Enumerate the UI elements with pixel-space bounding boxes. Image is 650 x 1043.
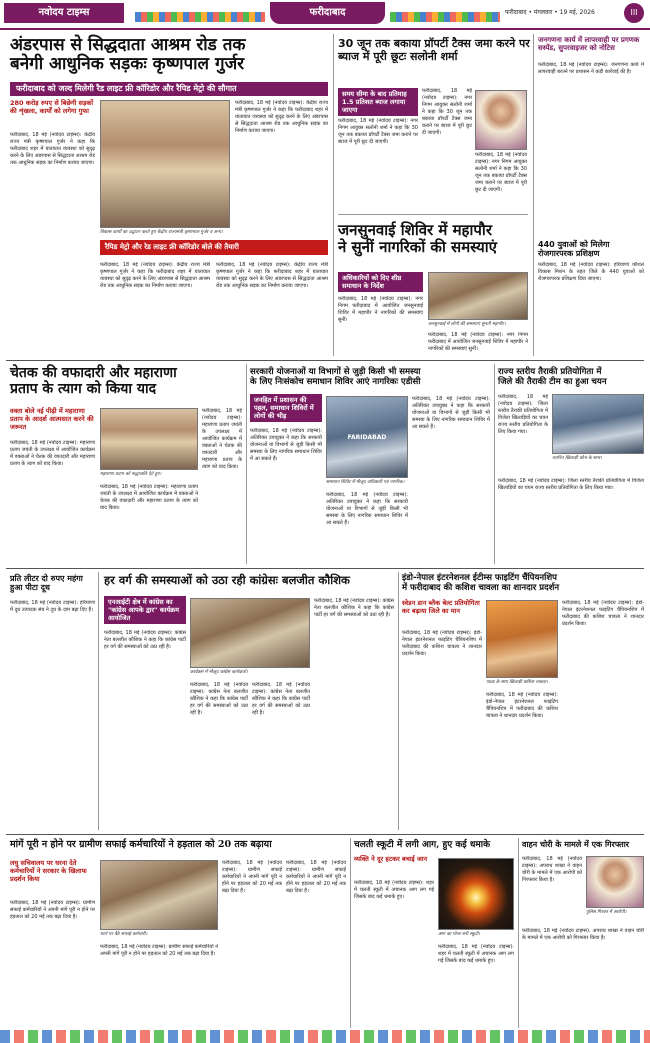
section-divider xyxy=(338,214,528,215)
samadhan-photo[interactable] xyxy=(326,396,408,478)
scooty-bullet: व्यक्ति ने दूर हटकर बचाई जान xyxy=(354,855,428,863)
chetak-headline[interactable] xyxy=(10,366,215,397)
swimming-headline-line1: राज्य स्तरीय तैराकी प्रतियोगिता में xyxy=(498,367,602,377)
congress-photo[interactable] xyxy=(190,598,310,668)
indo-nepal-photo[interactable] xyxy=(486,600,558,678)
property-tax-headline[interactable]: 30 जून तक बकाया प्रॉपर्टी टैक्स जमा करने पर ब्याज में पूरी छूटः सलोनी शर्मा xyxy=(338,37,530,63)
section-divider xyxy=(6,834,644,835)
samadhan-photo-caption: समाधान शिविर में मौजूद अधिकारी एवं नागरिक। xyxy=(326,480,405,485)
chetak-photo-caption: महाराणा प्रताप को श्रद्धांजलि देते हुए। xyxy=(100,472,162,477)
congress-headline[interactable]: हर वर्ग की समस्याओं को उठा रही कांग्रेसः बलजीत कौशिक xyxy=(104,573,350,587)
swimming-headline[interactable] xyxy=(498,368,644,388)
column-divider xyxy=(518,838,519,1028)
indo-nepal-body-1: फरीदाबाद, 18 मई (नवोदय टाइम्स): इंडो-नेपाल इंटरनेशनल फाइटिंग चैंपियनशिप में फरीदाबाद की कशिश चावला ने शानदार प्रदर्शन किया। xyxy=(402,630,482,657)
column-divider xyxy=(398,572,399,830)
column-divider xyxy=(246,364,247,564)
footer-color-strip xyxy=(0,1030,650,1043)
masthead-strip-right xyxy=(390,12,500,22)
census-headline[interactable]: जनगणना कार्य में लापरवाही पर प्रगणक सस्पेंड, सुपरवाइजर को नोटिस xyxy=(538,36,640,53)
training-headline[interactable]: 440 युवाओं को मिलेगा रोजगारपरक प्रशिक्षण xyxy=(538,240,610,259)
vehicle-theft-body-2: फरीदाबाद, 18 मई (नवोदय टाइम्स): अपराध शाखा ने वाहन चोरी के मामले में एक आरोपी को गिरफ्तार किया है। xyxy=(522,928,644,941)
swimming-body-1: फरीदाबाद, 18 मई (नवोदय टाइम्स): जिला स्तरीय तैराकी प्रतियोगिता में विजेता खिलाड़ियों का चयन राज्य स्तरीय प्रतियोगिता के लिए किया गया। xyxy=(498,394,548,435)
property-tax-portrait[interactable] xyxy=(475,90,527,150)
masthead-bar xyxy=(0,0,650,30)
lead-red-quote: रैपिड मेट्रो और रेड लाइट फ्री कॉरिडोर बोले की तैयारी xyxy=(100,240,328,255)
vehicle-theft-body-1: फरीदाबाद, 18 मई (नवोदय टाइम्स): अपराध शाखा ने वाहन चोरी के मामले में एक आरोपी को गिरफ्तार किया है। xyxy=(522,856,582,883)
page-number: III xyxy=(624,3,644,23)
scooty-fire-photo[interactable] xyxy=(438,858,514,930)
janshunvai-photo-caption: जनसुनवाई में लोगों की समस्याएं सुनती महापौर। xyxy=(428,322,506,327)
samadhan-body-2: फरीदाबाद, 18 मई (नवोदय टाइम्स): अतिरिक्त उपायुक्त ने कहा कि सरकारी योजनाओं या विभागों से जुड़ी किसी भी समस्या के लिए नागरिक समाधान शिविर में आ सकते हैं। xyxy=(326,492,408,526)
lead-body-col4: फरीदाबाद, 18 मई (नवोदय टाइम्स): केंद्रीय राज्य मंत्री कृष्णपाल गुर्जर ने कहा कि फरीदाबाद शहर में यातायात व्यवस्था को सुदृढ़ करने के लिए अंडरपास से सिद्धदाता आश्रम रोड तक आधुनिक सड़क का निर्माण कराया जाएगा। xyxy=(100,262,210,289)
photo-banner-text: FARIDABAD xyxy=(347,433,387,441)
scooty-fire-headline[interactable]: चलती स्कूटी में लगी आग, हुए कई धमाके xyxy=(354,840,491,850)
safai-body-4: फरीदाबाद, 18 मई (नवोदय टाइम्स): ग्रामीण सफाई कर्मचारियों ने अपनी मांगें पूरी न होने पर हड़ताल को 20 मई तक बढ़ा दिया है। xyxy=(286,860,346,894)
section-divider xyxy=(6,568,644,569)
property-tax-body-2: फरीदाबाद, 18 मई (नवोदय टाइम्स): नगर निगम आयुक्त सलोनी शर्मा ने कहा कि 30 जून तक बकाया प्रॉपर्टी टैक्स जमा कराने पर ब्याज में पूरी छूट दी जाएगी। xyxy=(422,88,472,136)
janshunvai-kicker: अधिकारियों को दिए शीघ्र समाधान के निर्देश xyxy=(338,272,423,292)
property-tax-body-3: फरीदाबाद, 18 मई (नवोदय टाइम्स): नगर निगम आयुक्त सलोनी शर्मा ने कहा कि 30 जून तक बकाया प्रॉपर्टी टैक्स जमा कराने पर ब्याज में पूरी छूट दी जाएगी। xyxy=(475,152,527,193)
indo-nepal-kicker: स्वेडन डान ब्लैक बेल्ट प्रतियोगिता कर बढ़ाया जिले का मान xyxy=(402,599,480,615)
column-divider xyxy=(350,838,351,1028)
lead-body-col1: फरीदाबाद, 18 मई (नवोदय टाइम्स): केंद्रीय राज्य मंत्री कृष्णपाल गुर्जर ने कहा कि फरीदाबाद शहर में यातायात व्यवस्था को सुदृढ़ करने के लिए अंडरपास से सिद्धदाता आश्रम रोड तक आधुनिक सड़क का निर्माण कराया जाएगा। xyxy=(10,132,95,166)
congress-body-1: फरीदाबाद, 18 मई (नवोदय टाइम्स): कांग्रेस नेता बलजीत कौशिक ने कहा कि कांग्रेस पार्टी हर वर्ग की समस्याओं को उठा रही है। xyxy=(104,630,186,650)
janshunvai-body-2: फरीदाबाद, 18 मई (नवोदय टाइम्स): नगर निगम फरीदाबाद में आयोजित जनसुनवाई शिविर में महापौर ने नागरिकों की समस्याएं सुनीं। xyxy=(428,332,528,352)
indo-nepal-headline-line2: में फरीदाबाद की कशिश चावला का शानदार प्रदर्शन xyxy=(402,582,560,593)
column-divider xyxy=(98,572,99,830)
indo-nepal-body-3: फरीदाबाद, 18 मई (नवोदय टाइम्स): इंडो-नेपाल इंटरनेशनल फाइटिंग चैंपियनशिप में फरीदाबाद की कशिश चावला ने शानदार प्रदर्शन किया। xyxy=(562,600,644,627)
vehicle-theft-photo-caption: पुलिस गिरफ्त में आरोपी। xyxy=(586,910,627,915)
chetak-headline-line2: प्रताप के त्याग को किया याद xyxy=(10,380,157,397)
congress-kicker: एनआईटी क्षेत्र में कांग्रेस का "कांग्रेस आपके द्वार" कार्यक्रम आयोजित xyxy=(104,596,186,624)
property-tax-body-1: फरीदाबाद, 18 मई (नवोदय टाइम्स): नगर निगम आयुक्त सलोनी शर्मा ने कहा कि 30 जून तक बकाया प्रॉपर्टी टैक्स जमा कराने पर ब्याज में पूरी छूट दी जाएगी। xyxy=(338,118,418,145)
swimming-headline-line2: जिले की तैराकी टीम का हुआ चयन xyxy=(498,376,607,387)
safai-bullet: लघु सचिवालय पर धरना देते कर्मचारियों ने सरकार के खिलाफ प्रदर्शन किया xyxy=(10,859,87,883)
safai-headline[interactable]: मांगें पूरी न होने पर ग्रामीण सफाई कर्मचारियों ने हड़ताल को 20 तक बढ़ाया xyxy=(10,839,272,850)
indo-nepal-body-2: फरीदाबाद, 18 मई (नवोदय टाइम्स): इंडो-नेपाल इंटरनेशनल फाइटिंग चैंपियनशिप में फरीदाबाद की कशिश चावला ने शानदार प्रदर्शन किया। xyxy=(486,692,558,719)
chetak-body-1: फरीदाबाद, 18 मई (नवोदय टाइम्स): महाराणा प्रताप जयंती के उपलक्ष्य में आयोजित कार्यक्रम में वक्ताओं ने चेतक की वफादारी और महाराणा प्रताप के त्याग को याद किया। xyxy=(10,440,95,467)
milk-price-body: फरीदाबाद, 18 मई (नवोदय टाइम्स): हरियाणा में दूध उत्पादक संघ ने दूध के दाम बढ़ा दिए हैं। xyxy=(10,600,95,613)
samadhan-headline-line2: के लिए निःसंकोच समाधान शिविर आएं नागरिकः एडीसी xyxy=(250,376,421,387)
congress-photo-caption: कार्यक्रम में मौजूद कांग्रेस कार्यकर्ता। xyxy=(190,670,248,675)
date-line: फरीदाबाद • मंगलवार • 19 मई, 2026 xyxy=(505,9,595,16)
indo-nepal-headline[interactable] xyxy=(402,574,644,594)
safai-photo-caption: धरने पर बैठे सफाई कर्मचारी। xyxy=(100,932,148,937)
janshunvai-body-1: फरीदाबाद, 18 मई (नवोदय टाइम्स): नगर निगम फरीदाबाद में आयोजित जनसुनवाई शिविर में महापौर ने नागरिकों की समस्याएं सुनीं। xyxy=(338,296,423,323)
column-divider xyxy=(494,364,495,564)
swimming-photo-caption: चयनित खिलाड़ी कोच के साथ। xyxy=(552,456,602,461)
swimming-photo[interactable] xyxy=(552,394,644,454)
lead-bullet: 280 करोड़ रुपए से बिछेगी सड़कों की शृंखला, कार्यों को लगेगा गुफा xyxy=(10,99,94,115)
milk-price-headline[interactable]: प्रति लीटर दो रुपए महंगा हुआ पीटा दूध xyxy=(10,574,83,593)
chetak-bullet: वक्ता बोले नई पीढ़ी में महाराणा प्रताप के आदर्श आत्मसात करने की जरूरत xyxy=(10,407,94,431)
column-divider xyxy=(533,34,534,356)
indo-nepal-headline-line1: इंडो-नेपाल इंटरनेशनल ईटीम्स फाइटिंग चैंपियनशिप xyxy=(402,573,557,583)
chetak-headline-line1: चेतक की वफादारी और महाराणा xyxy=(10,365,177,381)
congress-body-2: फरीदाबाद, 18 मई (नवोदय टाइम्स): कांग्रेस नेता बलजीत कौशिक ने कहा कि कांग्रेस पार्टी हर वर्ग की समस्याओं को उठा रही है। xyxy=(190,682,248,716)
safai-body-1: फरीदाबाद, 18 मई (नवोदय टाइम्स): ग्रामीण सफाई कर्मचारियों ने अपनी मांगें पूरी न होने पर हड़ताल को 20 मई तक बढ़ा दिया है। xyxy=(10,900,95,920)
section-divider xyxy=(6,360,644,361)
lead-headline-line2: बनेगी आधुनिक सड़कः कृष्णपाल गुर्जर xyxy=(10,54,245,75)
safai-photo[interactable] xyxy=(100,860,218,930)
lead-photo-1[interactable] xyxy=(100,100,230,228)
lead-banner: फरीदाबाद को जल्द मिलेगी रैड लाइट फ्री कॉरिडोर और रैपिड मेट्रो की सौगात xyxy=(10,82,328,96)
vehicle-theft-headline[interactable]: वाहन चोरी के मामले में एक गिरफ्तार xyxy=(522,840,630,849)
lead-photo-caption: विकास कार्यों का उद्घाटन करते हुए केंद्रीय राज्यमंत्री कृष्णपाल गुर्जर व अन्य। xyxy=(100,230,223,235)
vehicle-theft-photo[interactable] xyxy=(586,856,644,908)
janshunvai-photo[interactable] xyxy=(428,272,528,320)
samadhan-body-1: फरीदाबाद, 18 मई (नवोदय टाइम्स): अतिरिक्त उपायुक्त ने कहा कि सरकारी योजनाओं या विभागों से जुड़ी किसी भी समस्या के लिए नागरिक समाधान शिविर में आ सकते हैं। xyxy=(250,428,322,462)
scooty-body-2: फरीदाबाद, 18 मई (नवोदय टाइम्स): शहर में चलती स्कूटी में अचानक आग लग गई जिसके बाद कई धमाके हुए। xyxy=(438,944,514,964)
lead-body-col3: फरीदाबाद, 18 मई (नवोदय टाइम्स): केंद्रीय राज्य मंत्री कृष्णपाल गुर्जर ने कहा कि फरीदाबाद शहर में यातायात व्यवस्था को सुदृढ़ करने के लिए अंडरपास से सिद्धदाता आश्रम रोड तक आधुनिक सड़क का निर्माण कराया जाएगा। xyxy=(235,100,328,134)
swimming-body-2: फरीदाबाद, 18 मई (नवोदय टाइम्स): जिला स्तरीय तैराकी प्रतियोगिता में विजेता खिलाड़ियों का चयन राज्य स्तरीय प्रतियोगिता के लिए किया गया। xyxy=(498,478,644,491)
lead-headline-line1: अंडरपास से सिद्धदाता आश्रम रोड तक xyxy=(10,35,246,55)
congress-body-3: फरीदाबाद, 18 मई (नवोदय टाइम्स): कांग्रेस नेता बलजीत कौशिक ने कहा कि कांग्रेस पार्टी हर वर्ग की समस्याओं को उठा रही है। xyxy=(252,682,310,716)
indo-nepal-photo-caption: पदक के साथ खिलाड़ी कशिश चावला। xyxy=(486,680,548,685)
lead-headline[interactable] xyxy=(10,36,328,74)
janshunvai-headline[interactable] xyxy=(338,222,528,256)
safai-body-3: फरीदाबाद, 18 मई (नवोदय टाइम्स): ग्रामीण सफाई कर्मचारियों ने अपनी मांगें पूरी न होने पर हड़ताल को 20 मई तक बढ़ा दिया है। xyxy=(222,860,282,894)
samadhan-body-3: फरीदाबाद, 18 मई (नवोदय टाइम्स): अतिरिक्त उपायुक्त ने कहा कि सरकारी योजनाओं या विभागों से जुड़ी किसी भी समस्या के लिए नागरिक समाधान शिविर में आ सकते हैं। xyxy=(412,396,490,430)
property-tax-kicker: समय सीमा के बाद प्रतिमाह 1.5 प्रतिशत ब्याज लगाया जाएगा xyxy=(338,88,418,116)
samadhan-headline-line1: सरकारी योजनाओं या विभागों से जुड़ी किसी भी समस्या xyxy=(250,367,421,377)
column-divider xyxy=(333,34,334,356)
scooty-body-1: फरीदाबाद, 18 मई (नवोदय टाइम्स): शहर में चलती स्कूटी में अचानक आग लग गई जिसके बाद कई धमाके हुए। xyxy=(354,880,434,900)
chetak-body-3: फरीदाबाद, 18 मई (नवोदय टाइम्स): महाराणा प्रताप जयंती के उपलक्ष्य में आयोजित कार्यक्रम में वक्ताओं ने चेतक की वफादारी और महाराणा प्रताप के त्याग को याद किया। xyxy=(202,408,242,470)
masthead-strip-left xyxy=(135,12,265,22)
samadhan-kicker: जनहित में प्रशासन की पहल, समाधान शिविरों में लोगों की भीड़ xyxy=(250,394,322,422)
training-body: फरीदाबाद, 18 मई (नवोदय टाइम्स): हरियाणा कौशल विकास मिशन के तहत जिले के 440 युवाओं को रोजगारपरक प्रशिक्षण दिया जाएगा। xyxy=(538,262,644,282)
janshunvai-headline-line2: ने सुनीं नागरिकों की समस्याएं xyxy=(338,237,497,256)
janshunvai-headline-line1: जनसुनवाई शिविर में महापौर xyxy=(338,221,492,239)
newspaper-logo: नवोदय टाइम्स xyxy=(4,3,124,23)
congress-body-4: फरीदाबाद, 18 मई (नवोदय टाइम्स): कांग्रेस नेता बलजीत कौशिक ने कहा कि कांग्रेस पार्टी हर वर्ग की समस्याओं को उठा रही है। xyxy=(314,598,394,618)
section-title: फरीदाबाद xyxy=(270,2,385,24)
chetak-photo[interactable] xyxy=(100,408,198,470)
samadhan-headline[interactable] xyxy=(250,368,490,388)
scooty-photo-caption: आग का गोला बनी स्कूटी। xyxy=(438,932,480,937)
census-body: फरीदाबाद, 18 मई (नवोदय टाइम्स): जनगणना कार्य में लापरवाही बरतने पर प्रशासन ने कड़ी कार्रवाई की है। xyxy=(538,62,644,75)
chetak-body-2: फरीदाबाद, 18 मई (नवोदय टाइम्स): महाराणा प्रताप जयंती के उपलक्ष्य में आयोजित कार्यक्रम में वक्ताओं ने चेतक की वफादारी और महाराणा प्रताप के त्याग को याद किया। xyxy=(100,484,198,511)
safai-body-2: फरीदाबाद, 18 मई (नवोदय टाइम्स): ग्रामीण सफाई कर्मचारियों ने अपनी मांगें पूरी न होने पर हड़ताल को 20 मई तक बढ़ा दिया है। xyxy=(100,944,218,957)
lead-body-col5: फरीदाबाद, 18 मई (नवोदय टाइम्स): केंद्रीय राज्य मंत्री कृष्णपाल गुर्जर ने कहा कि फरीदाबाद शहर में यातायात व्यवस्था को सुदृढ़ करने के लिए अंडरपास से सिद्धदाता आश्रम रोड तक आधुनिक सड़क का निर्माण कराया जाएगा। xyxy=(216,262,328,289)
